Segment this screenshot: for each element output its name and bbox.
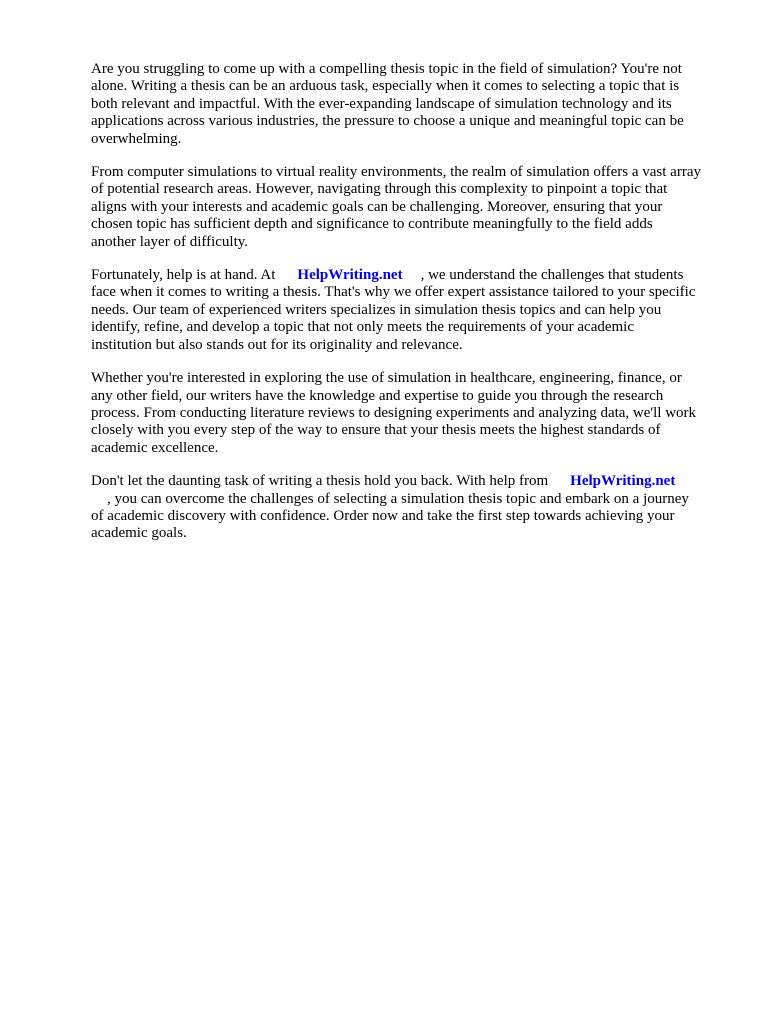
text-line: of academic discovery with confidence. Order now and take the first step towards achieving your bbox=[91, 507, 675, 524]
text-line: aligns with your interests and academic goals can be challenging. Moreover, ensuring that your bbox=[91, 198, 663, 215]
text-line: applications across various industries, the pressure to choose a unique and meaningful topic can be bbox=[91, 113, 684, 130]
text-fragment: , we understand the challenges that students bbox=[420, 267, 684, 284]
text-line: chosen topic has sufficient depth and significance to contribute meaningfully to the field adds bbox=[91, 216, 653, 233]
text-line: closely with you every step of the way to ensure that your thesis meets the highest standards of bbox=[91, 422, 661, 439]
text-line: needs. Our team of experienced writers specializes in simulation thesis topics and can help you bbox=[91, 301, 662, 318]
paragraph-1 bbox=[91, 61, 731, 148]
paragraph-5 bbox=[91, 473, 731, 543]
text-line: , you can overcome the challenges of selecting a simulation thesis topic and embark on a journey bbox=[107, 490, 689, 507]
text-line: Are you struggling to come up with a compelling thesis topic in the field of simulation? You're not bbox=[91, 61, 682, 77]
paragraph-3 bbox=[91, 267, 731, 354]
document-body bbox=[91, 61, 731, 559]
text-line: face when it comes to writing a thesis. That's why we offer expert assistance tailored to your specific bbox=[91, 284, 696, 301]
text-line: overwhelming. bbox=[91, 130, 182, 147]
text-line: From computer simulations to virtual reality environments, the realm of simulation offers a vast array bbox=[91, 164, 701, 181]
text-line: institution but also stands out for its originality and relevance. bbox=[91, 336, 463, 353]
text-line-with-link bbox=[91, 473, 731, 490]
text-fragment: Don't let the daunting task of writing a thesis hold you back. With help from bbox=[91, 473, 549, 490]
text-line: any other field, our writers have the knowledge and expertise to guide you through the research bbox=[91, 387, 664, 404]
text-line: alone. Writing a thesis can be an arduous task, especially when it comes to selecting a topic that is bbox=[91, 78, 680, 95]
text-line: both relevant and impactful. With the ever-expanding landscape of simulation technology and its bbox=[91, 95, 672, 112]
paragraph-2 bbox=[91, 164, 731, 251]
helpwriting-link[interactable]: HelpWriting.net bbox=[297, 267, 403, 284]
text-line-with-link bbox=[91, 267, 731, 284]
text-line: academic goals. bbox=[91, 525, 187, 542]
text-line: another layer of difficulty. bbox=[91, 233, 249, 250]
text-line: process. From conducting literature reviews to designing experiments and analyzing data, we'll work bbox=[91, 404, 697, 421]
text-line: identify, refine, and develop a topic that not only meets the requirements of your academic bbox=[91, 319, 635, 336]
text-line: of potential research areas. However, navigating through this complexity to pinpoint a topic that bbox=[91, 181, 668, 198]
paragraph-4 bbox=[91, 370, 731, 457]
helpwriting-link[interactable]: HelpWriting.net bbox=[570, 473, 676, 490]
text-fragment: Fortunately, help is at hand. At bbox=[91, 267, 276, 284]
text-line: academic excellence. bbox=[91, 439, 219, 456]
text-line: Whether you're interested in exploring the use of simulation in healthcare, engineering, finance, or bbox=[91, 370, 682, 387]
